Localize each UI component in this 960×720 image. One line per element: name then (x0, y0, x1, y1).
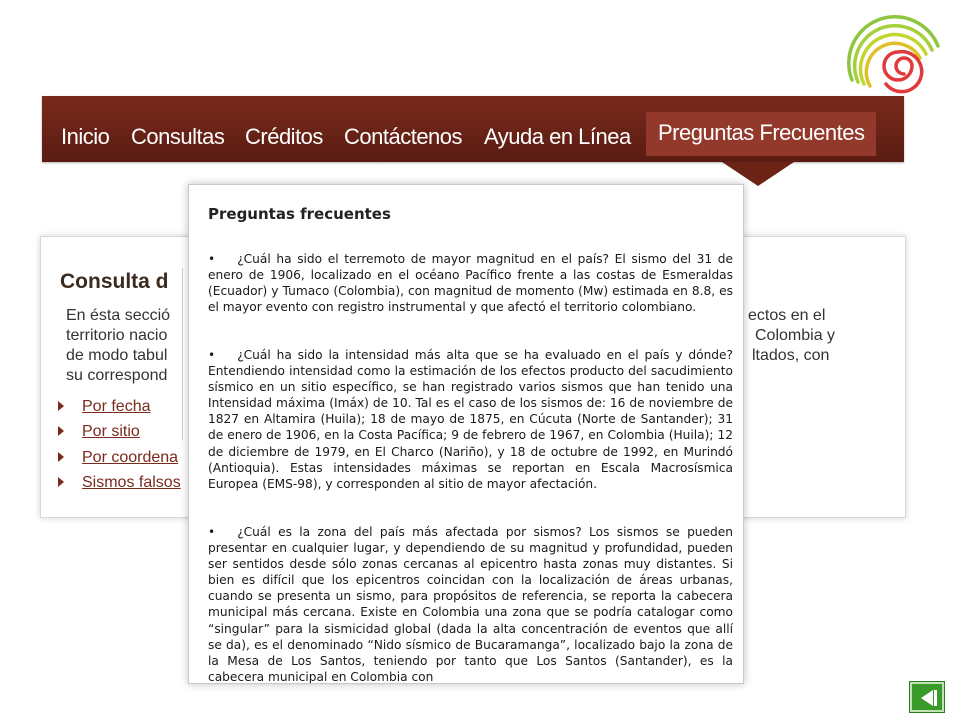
bullet-arrow-icon (58, 452, 64, 462)
faq-bullet: • (208, 525, 216, 539)
logo-icon (846, 14, 942, 94)
faq-popup[interactable] (188, 184, 744, 684)
link-por-fecha[interactable]: Por fecha (82, 398, 151, 415)
link-por-sitio[interactable]: Por sitio (82, 423, 140, 440)
link-por-coordenadas[interactable]: Por coordena (82, 449, 179, 466)
bullet-arrow-icon (58, 477, 64, 487)
panel-divider (182, 268, 183, 440)
faq-text: ¿Cuál es la zona del país más afectada por sismos? Los sismos se pueden presentar en cualquier lugar, y dependiendo de su magnitud y profundidad, pueden ser sentidos desde sólo zonas cercanas al epicentro hasta zonas muy distantes. Si bien es difícil que los epicentros coincidan con la localización de áreas urbanas, cuando se presenta un sismo, para propósitos de referencia, se reporta la cabecera municipal más cercana. Existe en Colombia una zona que se podría catalogar como “singular” para la sismicidad global (dada la alta concentración de eventos que allí se da), es el denominado “Nido sísmico de Bucaramanga”, localizado bajo la zona de la Mesa de Los Santos, teniendo por tanto que Los Santos (Santander), es la cabecera municipal en Colombia con (208, 525, 733, 684)
panel-text-line: territorio nacio (66, 327, 168, 344)
nav-item-ayuda-en-linea[interactable]: Ayuda en Línea (484, 124, 631, 149)
panel-text-line: ltados, con (752, 347, 830, 364)
query-link-row (58, 472, 181, 494)
back-arrow-icon (921, 690, 933, 706)
query-link-row (58, 421, 140, 443)
back-button[interactable] (910, 682, 944, 712)
active-tab-pointer (722, 162, 794, 186)
faq-item (208, 347, 733, 492)
faq-text: ¿Cuál ha sido el terremoto de mayor magnitud en el país? El sismo del 31 de enero de 1906, localizado en el océano Pacífico frente a las costas de Esmeraldas (Ecuador) y Tumaco (Colombia), con magnitud de momento (Mw) estimada en 8.8, es el mayor evento con registro instrumental y que afectó el territorio colombiano. (208, 252, 733, 315)
query-link-row (58, 396, 150, 418)
back-bar-icon (934, 690, 937, 706)
bullet-arrow-icon (58, 426, 64, 436)
faq-bullet: • (208, 252, 216, 266)
nav-item-contactenos[interactable]: Contáctenos (344, 124, 463, 149)
bullet-arrow-icon (58, 401, 64, 411)
nav-item-creditos[interactable]: Créditos (245, 124, 323, 149)
faq-text: ¿Cuál ha sido la intensidad más alta que se ha evaluado en el país y dónde? Entendiendo intensidad como la estimación de los efectos producto del sacudimiento sísmico en un sitio específico, se han registrado varios sismos que han tenido una Intensidad máxima (Imáx) de 10. Tal es el caso de los sismos de: 16 de noviembre de 1827 en Altamira (Huila); 18 de mayo de 1875, en Cúcuta (Norte de Santander); 31 de enero de 1906, en la Costa Pacífica; 9 de febrero de 1967, en Colombia (Huila); 12 de diciembre de 1979, en El Charco (Nariño), y 18 de octubre de 1992, en Murindó (Antioquia). Estas intensidades máximas se reportan en Escala Macrosísmica Europea (EMS-98), y corresponden al sitio de mayor afectación. (208, 348, 733, 491)
panel-title: Consulta d (60, 270, 169, 293)
link-sismos-falsos[interactable]: Sismos falsos (82, 474, 181, 491)
main-nav-bar (42, 96, 904, 162)
nav-item-inicio[interactable]: Inicio (61, 124, 110, 149)
popup-title: Preguntas frecuentes (208, 205, 391, 223)
panel-text-line: su correspond (66, 367, 168, 384)
nav-item-preguntas-frecuentes[interactable]: Preguntas Frecuentes (646, 112, 876, 156)
faq-bullet: • (208, 348, 216, 362)
panel-text-line: ectos en el (748, 307, 826, 324)
faq-item (208, 524, 733, 684)
nav-item-consultas[interactable]: Consultas (131, 124, 225, 149)
panel-text-line: En ésta secció (66, 307, 171, 324)
faq-item (208, 251, 733, 315)
panel-text-line: de modo tabul (66, 347, 168, 364)
query-link-row (58, 447, 178, 469)
panel-text-line: Colombia y (755, 327, 836, 344)
